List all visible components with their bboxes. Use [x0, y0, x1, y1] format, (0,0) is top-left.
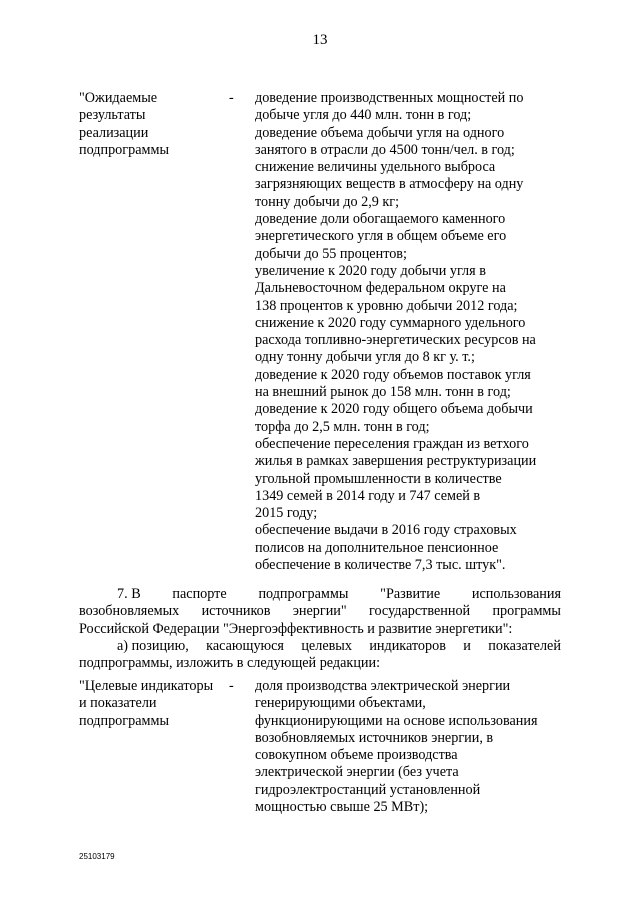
content-line: доведение доли обогащаемого каменного — [255, 211, 506, 228]
content-line: возобновляемых источников энергии, в — [255, 729, 494, 746]
label-line: "Ожидаемые — [79, 90, 158, 106]
label-line: подпрограммы — [79, 712, 169, 729]
word: а) позицию, — [117, 637, 189, 654]
dash-separator: - — [229, 90, 234, 106]
word: целевых — [301, 637, 352, 654]
paragraph-line — [79, 603, 561, 620]
paragraph-line: Российской Федерации "Энергоэффективность и развитие энергетики": — [79, 620, 513, 637]
paragraph-line — [79, 638, 561, 655]
content-line: 1349 семей в 2014 году и 747 семей в — [255, 487, 481, 504]
label-line: результаты — [79, 107, 146, 124]
content-line: увеличение к 2020 году добычи угля в — [255, 262, 486, 279]
content-line: доля производства электрической энергии — [255, 678, 511, 694]
word: индикаторов — [369, 637, 446, 654]
target-indicators-label — [79, 678, 224, 730]
content-line: добыче угля до 440 млн. тонн в год; — [255, 107, 472, 124]
content-line: функционирующими на основе использования — [255, 712, 538, 729]
paragraph-line — [79, 586, 561, 603]
paragraph-7 — [79, 586, 561, 672]
content-line: угольной промышленности в количестве — [255, 470, 502, 487]
expected-results-label — [79, 90, 224, 159]
content-line: на внешний рынок до 158 млн. тонн в год; — [255, 384, 511, 401]
word: энергии" — [292, 603, 347, 620]
label-line: "Целевые индикаторы — [79, 678, 214, 694]
content-line: расхода топливно-энергетических ресурсов на — [255, 332, 536, 349]
word: источников — [201, 603, 271, 620]
word: паспорте — [172, 586, 227, 602]
content-line: обеспечение в количестве 7,3 тыс. штук". — [255, 557, 506, 574]
content-line: Дальневосточном федеральном округе на — [255, 280, 506, 297]
content-line: тонну добычи до 2,9 кг; — [255, 193, 400, 210]
word: возобновляемых — [79, 603, 180, 620]
content-line: добычи до 55 процентов; — [255, 245, 407, 262]
paragraph-line: подпрограммы, изложить в следующей редакции: — [79, 655, 381, 672]
word: касающуюся — [206, 637, 284, 654]
target-indicators-content — [255, 678, 555, 816]
content-line: генерирующими объектами, — [255, 695, 426, 712]
content-line: доведение к 2020 году общего объема добычи — [255, 401, 533, 418]
content-line: 138 процентов к уровню добычи 2012 года; — [255, 297, 518, 314]
content-line: доведение объема добычи угля на одного — [255, 124, 505, 141]
content-line: занятого в отрасли до 4500 тонн/чел. в год; — [255, 141, 515, 158]
word: 7. В — [117, 586, 141, 602]
content-line: загрязняющих веществ в атмосферу на одну — [255, 176, 524, 193]
content-line: снижение величины удельного выброса — [255, 159, 496, 176]
content-line: одну тонну добычи угля до 8 кг у. т.; — [255, 349, 475, 366]
content-line: электрической энергии (без учета — [255, 764, 459, 781]
content-line: совокупном объеме производства — [255, 747, 458, 764]
word: и — [463, 637, 471, 654]
content-line: мощностью свыше 25 МВт); — [255, 799, 429, 816]
content-line: торфа до 2,5 млн. тонн в год; — [255, 418, 430, 435]
word: программы — [492, 603, 561, 620]
content-line: гидроэлектростанций установленной — [255, 781, 481, 798]
word: государственной — [369, 603, 471, 620]
content-line: снижение к 2020 году суммарного удельного — [255, 314, 526, 331]
expected-results-content — [255, 90, 555, 574]
word: показателей — [488, 637, 561, 654]
content-line: доведение к 2020 году объемов поставок угля — [255, 366, 531, 383]
content-line: энергетического угля в общем объеме его — [255, 228, 507, 245]
word: использования — [471, 586, 561, 602]
dash-separator: - — [229, 678, 234, 694]
content-line: обеспечение переселения граждан из ветхого — [255, 435, 529, 452]
label-line: и показатели — [79, 695, 157, 712]
content-line: доведение производственных мощностей по — [255, 90, 524, 106]
content-line: обеспечение выдачи в 2016 году страховых — [255, 522, 517, 539]
label-line: подпрограммы — [79, 141, 169, 158]
label-line: реализации — [79, 124, 149, 141]
word: подпрограммы — [258, 586, 349, 602]
page-number: 13 — [312, 32, 328, 48]
word: "Развитие — [380, 586, 441, 602]
content-line: 2015 году; — [255, 505, 318, 522]
content-line: жилья в рамках завершения реструктуризации — [255, 453, 537, 470]
document-code: 25103179 — [79, 852, 115, 861]
content-line: полисов на дополнительное пенсионное — [255, 539, 499, 556]
